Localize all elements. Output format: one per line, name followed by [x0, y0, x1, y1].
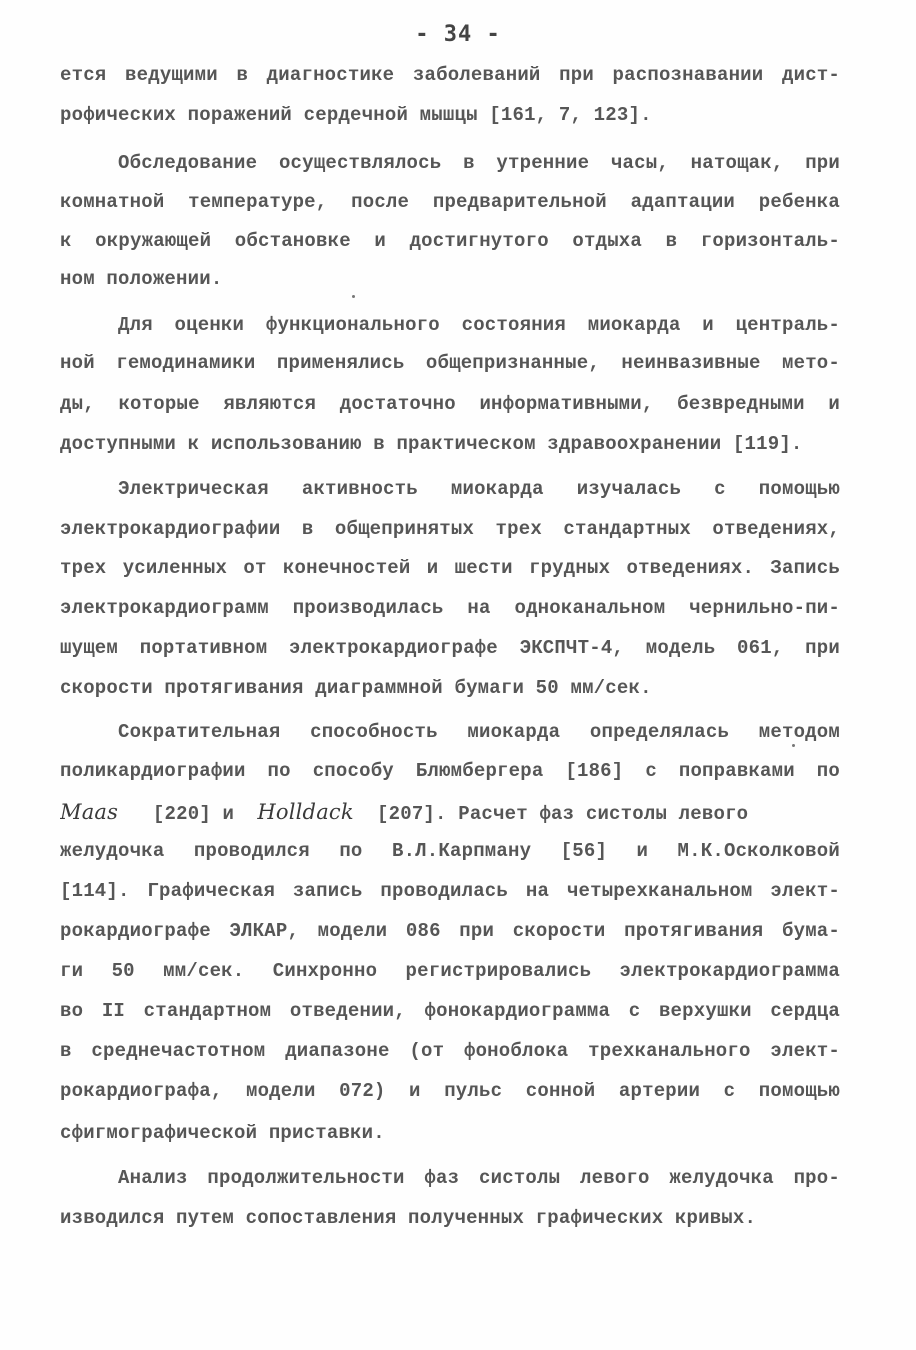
page-number: - 34 - — [415, 22, 501, 47]
handwritten-maas: Maas — [60, 800, 119, 824]
text-line: ги 50 мм/сек. Синхронно регистрировались электрокардиограмма — [60, 960, 840, 982]
scan-speck — [792, 744, 795, 747]
text-line — [60, 800, 840, 825]
text-line: сфигмографической приставки. — [60, 1122, 385, 1144]
text-line: [114]. Графическая запись проводилась на четырехканальном элект- — [60, 880, 840, 902]
text-line: Анализ продолжительности фаз систолы левого желудочка про- — [118, 1167, 840, 1189]
text-line: ной гемодинамики применялись общепризнанные, неинвазивные мето- — [60, 352, 840, 374]
handwritten-holldack: Holldack — [257, 800, 354, 824]
text-line: ды, которые являются достаточно информативными, безвредными и — [60, 393, 840, 415]
text-line: поликардиографии по способу Блюмбергера [186] с поправками по — [60, 760, 840, 782]
text-line: трех усиленных от конечностей и шести грудных отведениях. Запись — [60, 557, 840, 579]
text-line: во II стандартном отведении, фонокардиограмма с верхушки сердца — [60, 1000, 840, 1022]
text-line: желудочка проводился по В.Л.Карпману [56] и М.К.Осколковой — [60, 840, 840, 862]
text-line: скорости протягивания диаграммной бумаги 50 мм/сек. — [60, 677, 652, 699]
text-line: ется ведущими в диагностике заболеваний при распознавании дист- — [60, 64, 840, 86]
text-line: Сократительная способность миокарда определялась методом — [118, 721, 840, 743]
text-line: Электрическая активность миокарда изучалась с помощью — [118, 478, 840, 500]
text-line: рокардиографе ЭЛКАР, модели 086 при скорости протягивания бума- — [60, 920, 840, 942]
text-line: электрокардиограмм производилась на одноканальном чернильно-пи- — [60, 597, 840, 619]
text-line: рокардиографа, модели 072) и пульс сонной артерии с помощью — [60, 1080, 840, 1102]
text-line: Для оценки функционального состояния миокарда и централь- — [118, 314, 840, 336]
text-line: Обследование осуществлялось в утренние часы, натощак, при — [118, 152, 840, 174]
text-line: к окружающей обстановке и достигнутого отдыха в горизонталь- — [60, 230, 840, 252]
text-line: комнатной температуре, после предварительной адаптации ребенка — [60, 191, 840, 213]
text-line: ном положении. — [60, 268, 223, 290]
text-line: изводился путем сопоставления полученных графических кривых. — [60, 1207, 757, 1229]
text-line: шущем портативном электрокардиографе ЭКСПЧТ-4, модель 061, при — [60, 637, 840, 659]
text-line: в среднечастотном диапазоне (от фонoблока трехканального элект- — [60, 1040, 840, 1062]
text-fragment: [207]. Расчет фаз систолы левого — [353, 803, 749, 825]
scan-speck — [352, 295, 355, 298]
text-line: электрокардиографии в общепринятых трех стандартных отведениях, — [60, 518, 840, 540]
text-line: рофических поражений сердечной мышцы [161, 7, 123]. — [60, 104, 652, 126]
text-line: доступными к использованию в практическом здравоохранении [119]. — [60, 433, 803, 455]
text-fragment: [220] и — [118, 803, 258, 825]
